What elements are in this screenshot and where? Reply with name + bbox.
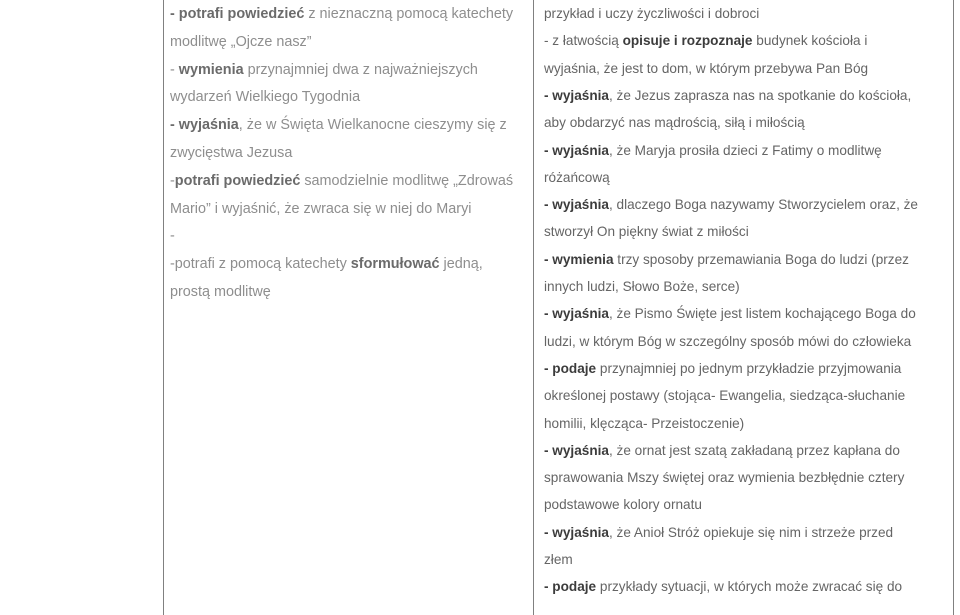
text-segment: przykłady sytuacji, w których może zwracać się do — [596, 579, 903, 595]
bold-text: - wyjaśnia — [544, 306, 609, 322]
text-segment: określonej postawy (stojąca- Ewangelia, siedząca-słuchanie — [544, 388, 906, 404]
text-segment: homilii, klęcząca- Przeistoczenie) — [544, 415, 745, 431]
text-segment: , że Anioł Stróż opiekuje się nim i strzeże przed — [608, 524, 894, 540]
text-line — [544, 142, 882, 160]
bold-text: - podaje — [544, 360, 597, 376]
text-segment: z nieznaczną pomocą katechety — [304, 6, 514, 22]
text-segment: innych ludzi, Słowo Boże, serce) — [544, 279, 740, 294]
bold-text: - wyjaśnia — [544, 142, 609, 158]
text-line — [544, 305, 916, 323]
text-segment: wydarzeń Wielkiego Tygodnia — [170, 89, 361, 106]
text-line — [544, 496, 702, 514]
text-line — [544, 524, 893, 542]
bold-text: potrafi powiedzieć — [174, 172, 301, 189]
text-segment: modlitwę „Ojcze nasz” — [170, 33, 312, 50]
text-segment: , że ornat jest szatą zakładaną przez kapłana do — [608, 442, 900, 458]
text-line — [544, 578, 902, 596]
text-segment: jedną, — [439, 256, 483, 273]
text-segment: stworzył On piękny świat z miłości — [544, 224, 749, 240]
text-line — [544, 360, 901, 378]
text-line — [170, 5, 513, 23]
text-line — [170, 144, 292, 162]
text-segment: złem — [544, 552, 573, 567]
text-segment: - z łatwością — [544, 33, 623, 49]
text-segment: , dlaczego Boga nazywamy Stworzycielem oraz, że — [608, 197, 918, 213]
text-line — [544, 5, 759, 23]
bold-text: - wyjaśnia — [544, 524, 609, 540]
text-segment: - — [170, 172, 175, 189]
bold-text: - podaje — [544, 579, 597, 595]
text-line — [544, 551, 573, 569]
text-line — [170, 33, 312, 51]
text-line — [544, 114, 805, 132]
text-segment: - — [170, 61, 179, 78]
text-line — [170, 200, 472, 218]
text-line — [544, 333, 911, 351]
text-line — [170, 61, 478, 79]
text-line — [170, 255, 483, 273]
text-line — [544, 196, 918, 214]
text-line — [544, 32, 867, 50]
text-segment: , że Jezus zaprasza nas na spotkanie do kościoła, — [608, 87, 912, 103]
table-border-left — [163, 0, 164, 615]
bold-text: - wyjaśnia — [544, 197, 609, 213]
table-border-middle — [533, 0, 534, 615]
text-line — [544, 415, 744, 433]
text-segment: samodzielnie modlitwę „Zdrowaś — [300, 172, 514, 189]
text-segment: - — [170, 228, 175, 245]
text-line — [170, 88, 360, 106]
text-segment: różańcową — [544, 169, 610, 185]
text-segment: , że Maryja prosiła dzieci z Fatimy o modlitwę — [608, 142, 882, 158]
text-line — [544, 169, 610, 187]
bold-text: - wymienia — [544, 251, 614, 267]
text-line — [170, 227, 175, 245]
table-border-right — [953, 0, 954, 615]
text-segment: , że Pismo Święte jest listem kochającego Boga do — [608, 306, 916, 322]
text-segment: -potrafi z pomocą katechety — [170, 256, 351, 273]
bold-text: opisuje i rozpoznaje — [622, 33, 753, 49]
text-segment: przynajmniej po jednym przykładzie przyjmowania — [596, 360, 902, 376]
text-segment: , że w Święta Wielkanocne cieszymy się z — [238, 117, 507, 134]
text-line — [544, 442, 900, 460]
text-line — [544, 278, 740, 296]
text-line — [544, 60, 868, 78]
bold-text: wymienia — [178, 61, 244, 78]
bold-text: - wyjaśnia — [170, 117, 239, 134]
bold-text: - potrafi powiedzieć — [170, 6, 305, 22]
text-line — [544, 469, 904, 487]
text-line — [544, 387, 905, 405]
text-segment: przynajmniej dwa z najważniejszych — [243, 61, 478, 78]
text-segment: podstawowe kolory ornatu — [544, 497, 702, 513]
text-line — [170, 116, 507, 134]
text-segment: zwycięstwa Jezusa — [170, 145, 293, 161]
text-segment: wyjaśnia, że jest to dom, w którym przebywa Pan Bóg — [544, 60, 869, 76]
text-segment: trzy sposoby przemawiania Boga do ludzi (przez — [613, 251, 909, 267]
text-segment: sprawowania Mszy świętej oraz wymienia bezbłędnie cztery — [544, 470, 905, 486]
text-line — [170, 283, 271, 301]
text-segment: aby obdarzyć nas mądrością, siłą i miłością — [544, 115, 805, 131]
text-segment: budynek kościoła i — [752, 33, 868, 49]
bold-text: - wyjaśnia — [544, 442, 609, 458]
bold-text: - wyjaśnia — [544, 87, 609, 103]
text-line — [544, 87, 911, 105]
text-segment: Mario” i wyjaśnić, że zwraca się w niej do Maryi — [170, 200, 472, 217]
text-line — [170, 172, 513, 190]
text-line — [544, 251, 909, 269]
text-segment: prostą modlitwę — [170, 284, 271, 300]
text-line — [544, 223, 749, 241]
text-segment: ludzi, w którym Bóg w szczególny sposób mówi do człowieka — [544, 333, 912, 349]
bold-text: sformułować — [350, 256, 440, 273]
text-segment: przykład i uczy życzliwości i dobroci — [544, 6, 760, 21]
